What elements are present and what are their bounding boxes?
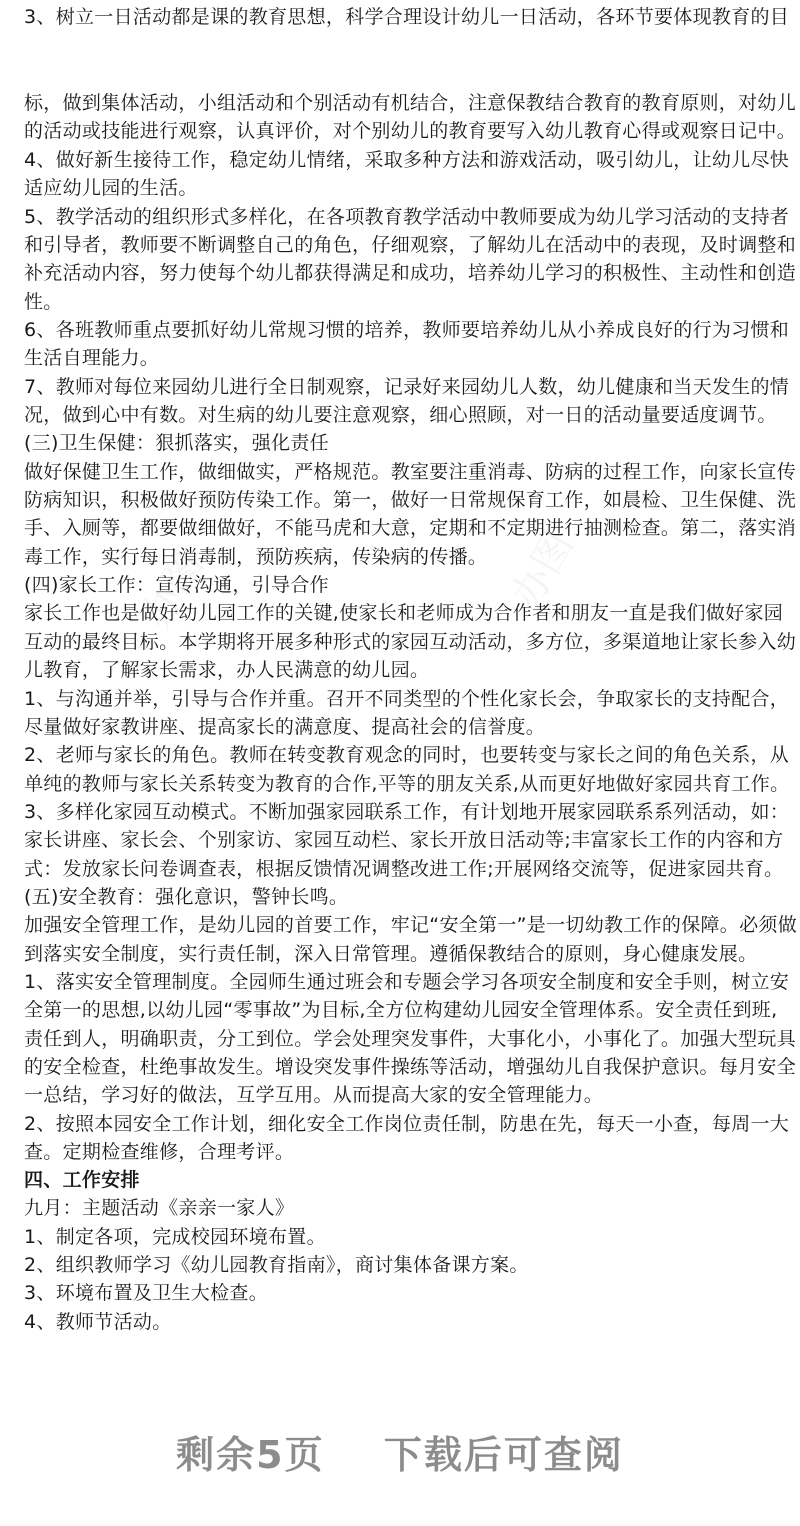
text-line: 4、做好新生接待工作，稳定幼儿情绪，采取多种方法和游戏活动，吸引幼儿，让幼儿尽快 — [24, 149, 790, 171]
text-line: 毒工作，实行每日消毒制，预防疾病，传染病的传播。 — [24, 546, 488, 568]
text-line: 6、各班教师重点要抓好幼儿常规习惯的培养，教师要培养幼儿从小养成良好的行为习惯和 — [24, 319, 790, 341]
remaining-pages-label: 剩余5页 — [176, 1433, 325, 1477]
text-line: 查。定期检查维修，合理考评。 — [24, 1141, 295, 1163]
text-line: 3、多样化家园互动模式。不断加强家园联系工作，有计划地开展家园联系系列活动，如： — [24, 801, 790, 823]
text-line: 家长讲座、家长会、个别家访、家园互动栏、家长开放日活动等;丰富家长工作的内容和方 — [24, 829, 784, 851]
text-line: 1、落实安全管理制度。全园师生通过班会和专题会学习各项安全制度和安全手则，树立安 — [24, 971, 790, 993]
text-line: 补充活动内容，努力使每个幼儿都获得满足和成功，培养幼儿学习的积极性、主动性和创造 — [24, 262, 797, 284]
text-line: 适应幼儿园的生活。 — [24, 177, 198, 199]
text-line: 手、入厕等，都要做细做好，不能马虎和大意，定期和不定期进行抽测检查。第二，落实消 — [24, 517, 797, 539]
text-line: 3、环境布置及卫生大检查。 — [24, 1282, 268, 1304]
text-line: 尽量做好家教讲座、提高家长的满意度、提高社会的信誉度。 — [24, 716, 546, 738]
text-line: 的安全检查，杜绝事故发生。增设突发事件操练等活动，增强幼儿自我保护意识。每月安全 — [24, 1056, 797, 1078]
text-line: 责任到人，明确职责，分工到位。学会处理突发事件，大事化小，小事化了。加强大型玩具 — [24, 1028, 797, 1050]
text-line: 到落实安全制度，实行责任制，深入日常管理。遵循保教结合的原则，身心健康发展。 — [24, 943, 758, 965]
text-line: 防病知识，积极做好预防传染工作。第一，做好一日常规保育工作，如晨检、卫生保健、洗 — [24, 489, 797, 511]
text-line: 1、制定各项，完成校园环境布置。 — [24, 1226, 326, 1248]
text-line: 3、树立一日活动都是课的教育思想，科学合理设计幼儿一日活动，各环节要体现教育的目 — [24, 6, 790, 28]
text-line: 4、教师节活动。 — [24, 1311, 172, 1333]
text-line: 儿教育，了解家长需求，办人民满意的幼儿园。 — [24, 659, 430, 681]
text-line: (五)安全教育：强化意识，警钟长鸣。 — [24, 886, 349, 908]
text-line: 全第一的思想,以幼儿园“零事故”为目标,全方位构建幼儿园安全管理体系。安全责任到班, — [24, 999, 778, 1021]
text-line: 5、教学活动的组织形式多样化，在各项教育教学活动中教师要成为幼儿学习活动的支持者 — [24, 206, 790, 228]
text-line: 2、组织教师学习《幼儿园教育指南》，商讨集体备课方案。 — [24, 1254, 529, 1276]
download-to-read-label[interactable]: 下载后可查阅 — [383, 1433, 624, 1477]
text-line: 生活自理能力。 — [24, 347, 160, 369]
text-line: 九月：主题活动《亲亲一家人》 — [24, 1197, 295, 1219]
text-line: 7、教师对每位来园幼儿进行全日制观察，记录好来园幼儿人数，幼儿健康和当天发生的情 — [24, 376, 790, 398]
text-line: (三)卫生保健：狠抓落实，强化责任 — [24, 432, 329, 454]
text-line: (四)家长工作：宣传沟通，引导合作 — [24, 574, 329, 596]
text-line: 的活动或技能进行观察，认真评价，对个别幼儿的教育要写入幼儿教育心得或观察日记中。 — [24, 120, 797, 142]
section-heading: 四、工作安排 — [24, 1169, 140, 1191]
text-line: 式：发放家长问卷调查表，根据反馈情况调整改进工作;开展网络交流等，促进家园共育。 — [24, 858, 784, 880]
text-line: 性。 — [24, 291, 63, 313]
text-line: 况，做到心中有数。对生病的幼儿要注意观察，细心照顾，对一日的活动量要适度调节。 — [24, 404, 777, 426]
text-line: 标，做到集体活动，小组活动和个别活动有机结合，注意保教结合教育的教育原则，对幼儿 — [24, 92, 797, 114]
text-line: 和引导者，教师要不断调整自己的角色，仔细观察，了解幼儿在活动中的表现，及时调整和 — [24, 234, 797, 256]
text-line: 2、按照本园安全工作计划，细化安全工作岗位责任制，防患在先，每天一小查，每周一大 — [24, 1113, 790, 1135]
text-line: 做好保健卫生工作，做细做实，严格规范。教室要注重消毒、防病的过程工作，向家长宣传 — [24, 461, 797, 483]
text-line: 加强安全管理工作，是幼儿园的首要工作，牢记“安全第一”是一切幼教工作的保障。必须做 — [24, 914, 797, 936]
download-prompt[interactable] — [0, 1424, 800, 1479]
text-line: 2、老师与家长的角色。教师在转变教育观念的同时，也要转变与家长之间的角色关系，从 — [24, 744, 790, 766]
text-line: 一总结，学习好的做法，互学互用。从而提高大家的安全管理能力。 — [24, 1084, 604, 1106]
text-line: 家长工作也是做好幼儿园工作的关键,使家长和老师成为合作者和朋友一直是我们做好家园 — [24, 602, 784, 624]
text-line: 1、与沟通并举，引导与合作并重。召开不同类型的个性化家长会，争取家长的支持配合， — [24, 688, 790, 710]
text-line: 单纯的教师与家长关系转变为教育的合作,平等的朋友关系,从而更好地做好家园共育工作。 — [24, 773, 790, 795]
text-line: 互动的最终目标。本学期将开展多种形式的家园互动活动，多方位，多渠道地让家长参入幼 — [24, 631, 797, 653]
